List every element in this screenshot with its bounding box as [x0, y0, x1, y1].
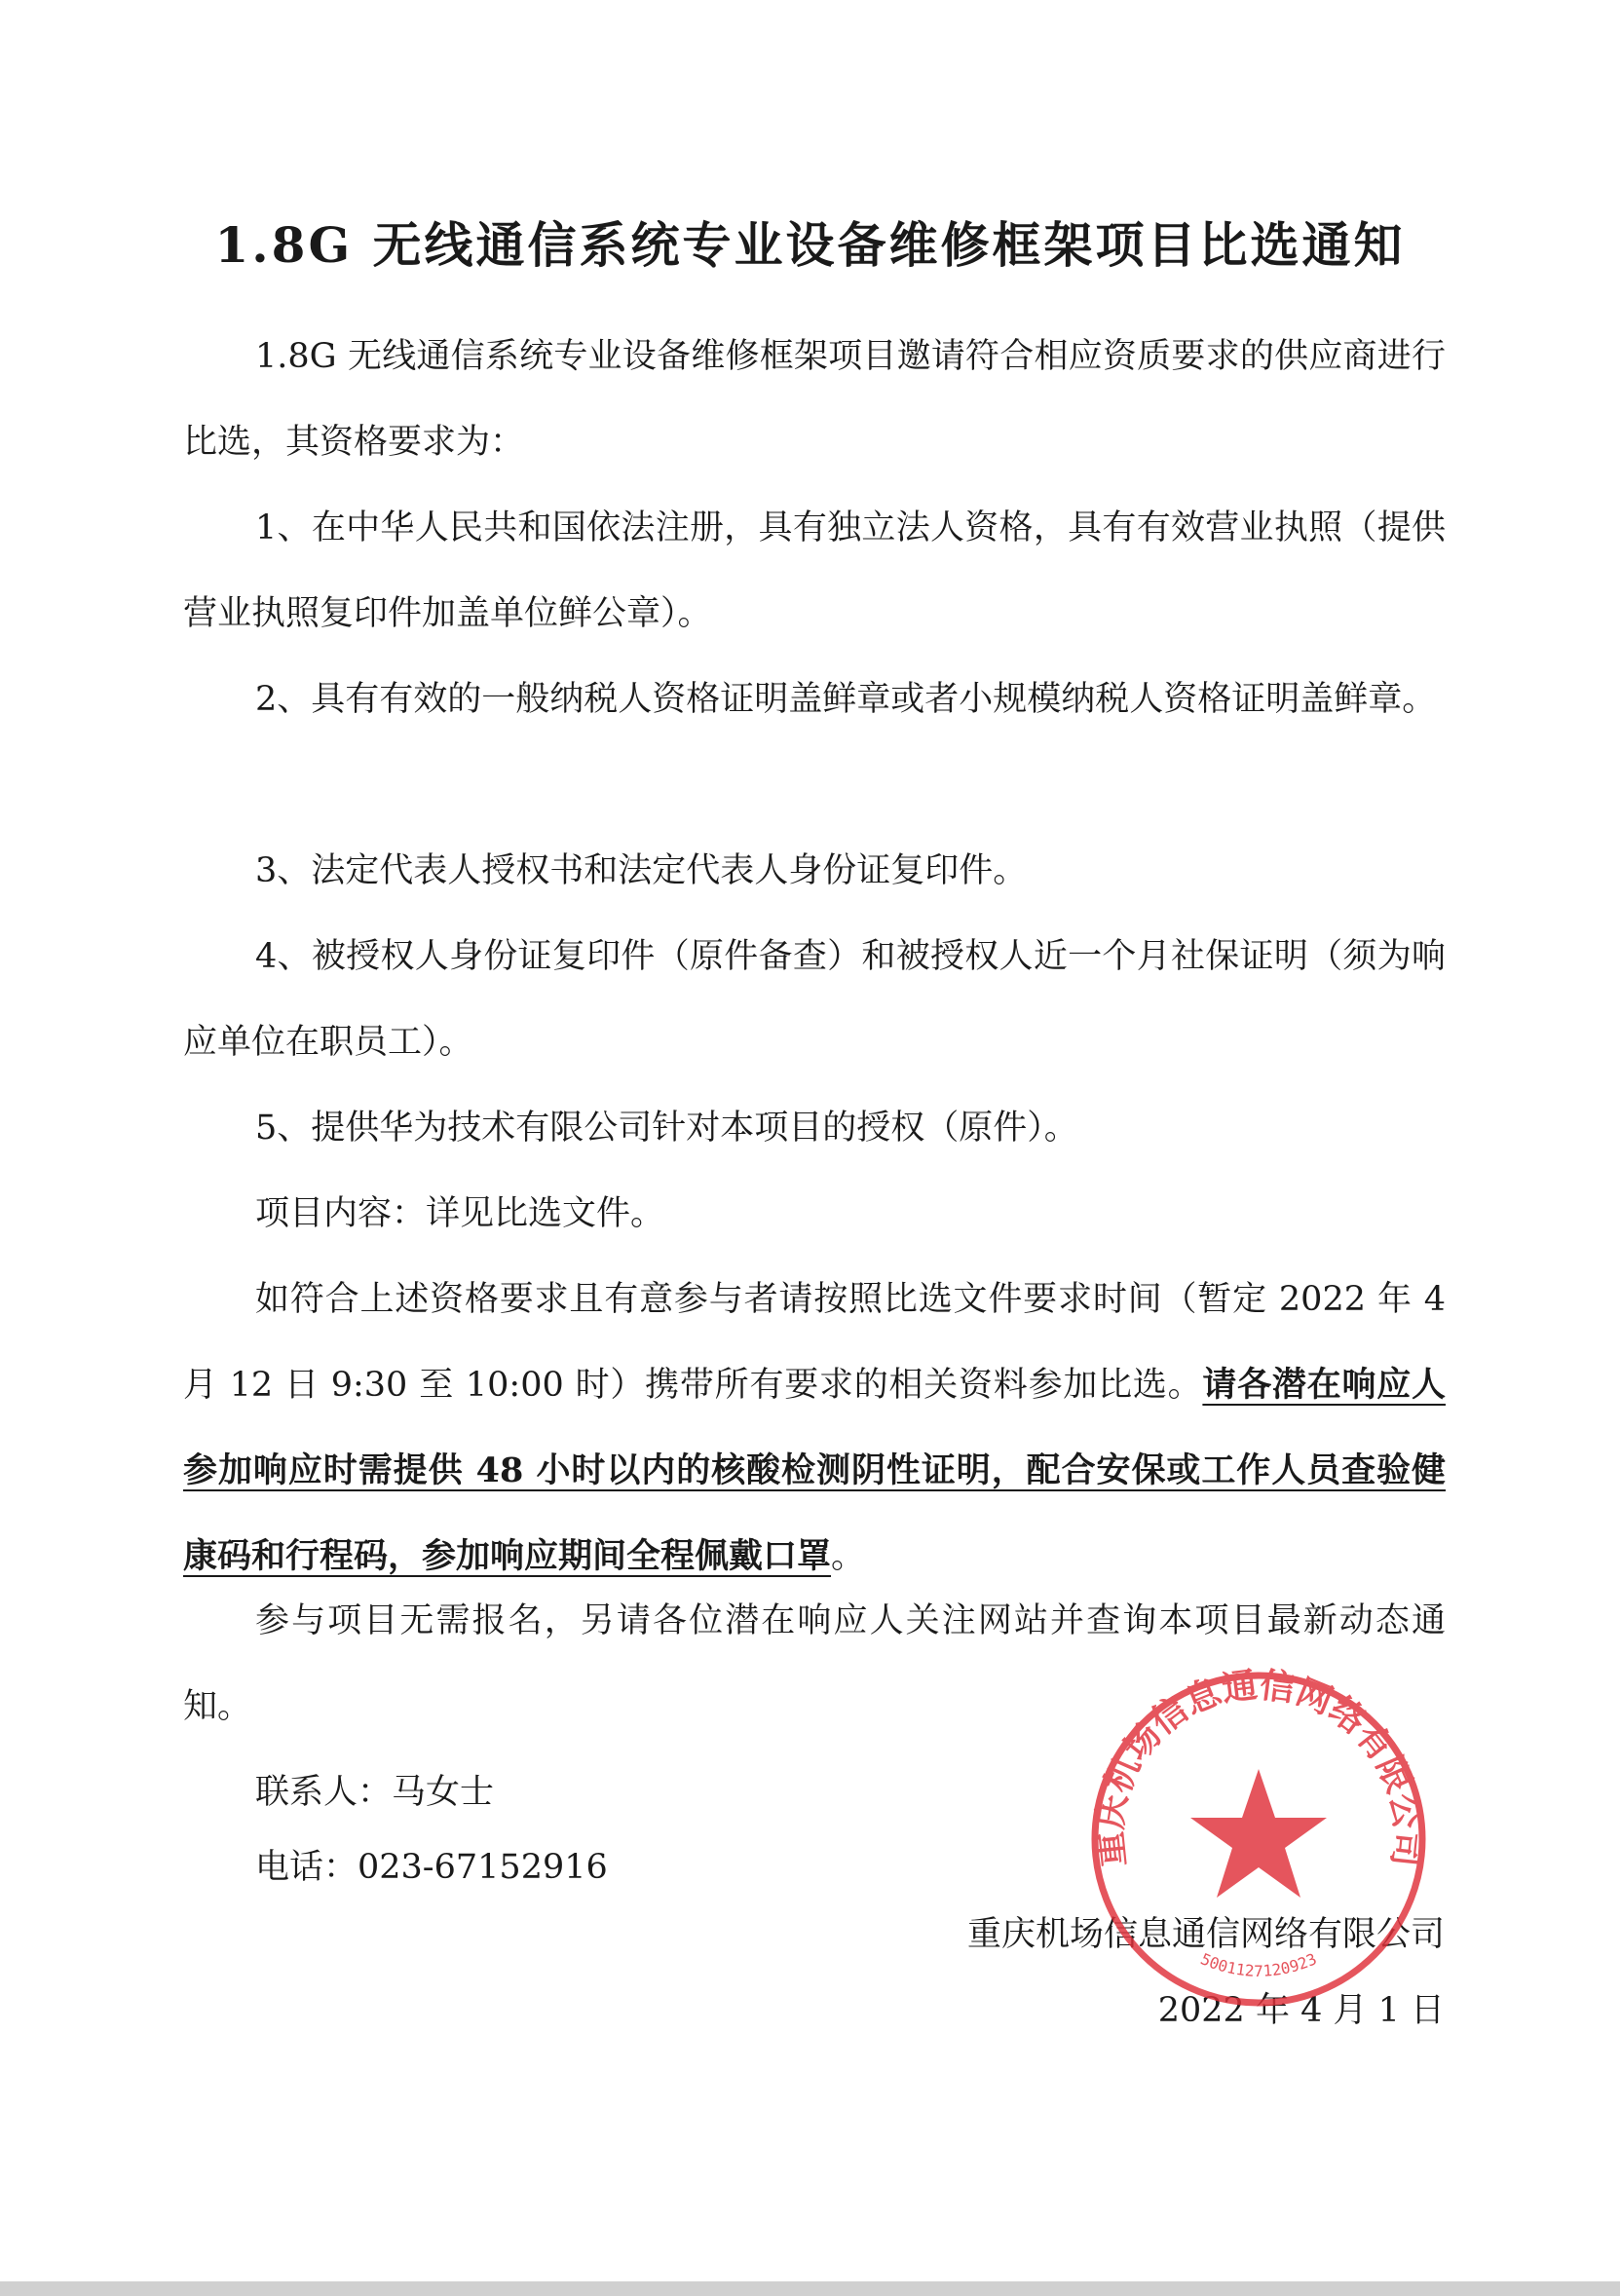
requirement-1: 1、在中华人民共和国依法注册，具有独立法人资格，具有有效营业执照（提供营业执照复印件加盖单位鲜公章）。 — [183, 508, 1446, 633]
requirement-2: 2、具有有效的一般纳税人资格证明盖鲜章或者小规模纳税人资格证明盖鲜章。 — [255, 680, 1437, 719]
requirement-4: 4、被授权人身份证复印件（原件备查）和被授权人近一个月社保证明（须为响应单位在职员工）。 — [183, 937, 1446, 1062]
schedule-paragraph — [183, 1257, 1446, 1600]
seal-text: 重庆机场信息通信网络有限公司 — [1089, 1664, 1428, 1869]
signature-date: 2022 年 4 月 1 日 — [1157, 1991, 1445, 2030]
intro-paragraph: 1.8G 无线通信系统专业设备维修框架项目邀请符合相应资质要求的供应商进行比选，其资格要求为： — [183, 337, 1446, 462]
project-content: 项目内容：详见比选文件。 — [255, 1194, 665, 1233]
requirement-3: 3、法定代表人授权书和法定代表人身份证复印件。 — [255, 851, 1028, 890]
registration-note: 参与项目无需报名，另请各位潜在响应人关注网站并查询本项目最新动态通知。 — [183, 1601, 1446, 1726]
signature-company: 重庆机场信息通信网络有限公司 — [966, 1915, 1445, 1954]
notice-title: 1.8G 无线通信系统专业设备维修框架项目比选通知 — [214, 216, 1406, 274]
contact-person: 联系人：马女士 — [255, 1773, 495, 1812]
schedule-text: 如符合上述资格要求且有意参与者请按照比选文件要求时间（暂定 2022 年 4 月 12 日 9:30 至 10:00 时）携带所有要求的相关资料参加比选。 — [183, 1280, 1446, 1405]
requirement-5: 5、提供华为技术有限公司针对本项目的授权（原件）。 — [255, 1109, 1078, 1148]
contact-phone: 电话：023-67152916 — [255, 1848, 608, 1887]
scan-edge — [0, 2281, 1620, 2296]
schedule-tail: 。 — [831, 1537, 866, 1576]
covid-requirement: 请各潜在响应人参加响应时需提供 48 小时以内的核酸检测阴性证明，配合安保或工作人员查验健康码和行程码，参加响应期间全程佩戴口罩 — [183, 1365, 1446, 1576]
seal-number: 5001127120923 — [1197, 1949, 1320, 1980]
